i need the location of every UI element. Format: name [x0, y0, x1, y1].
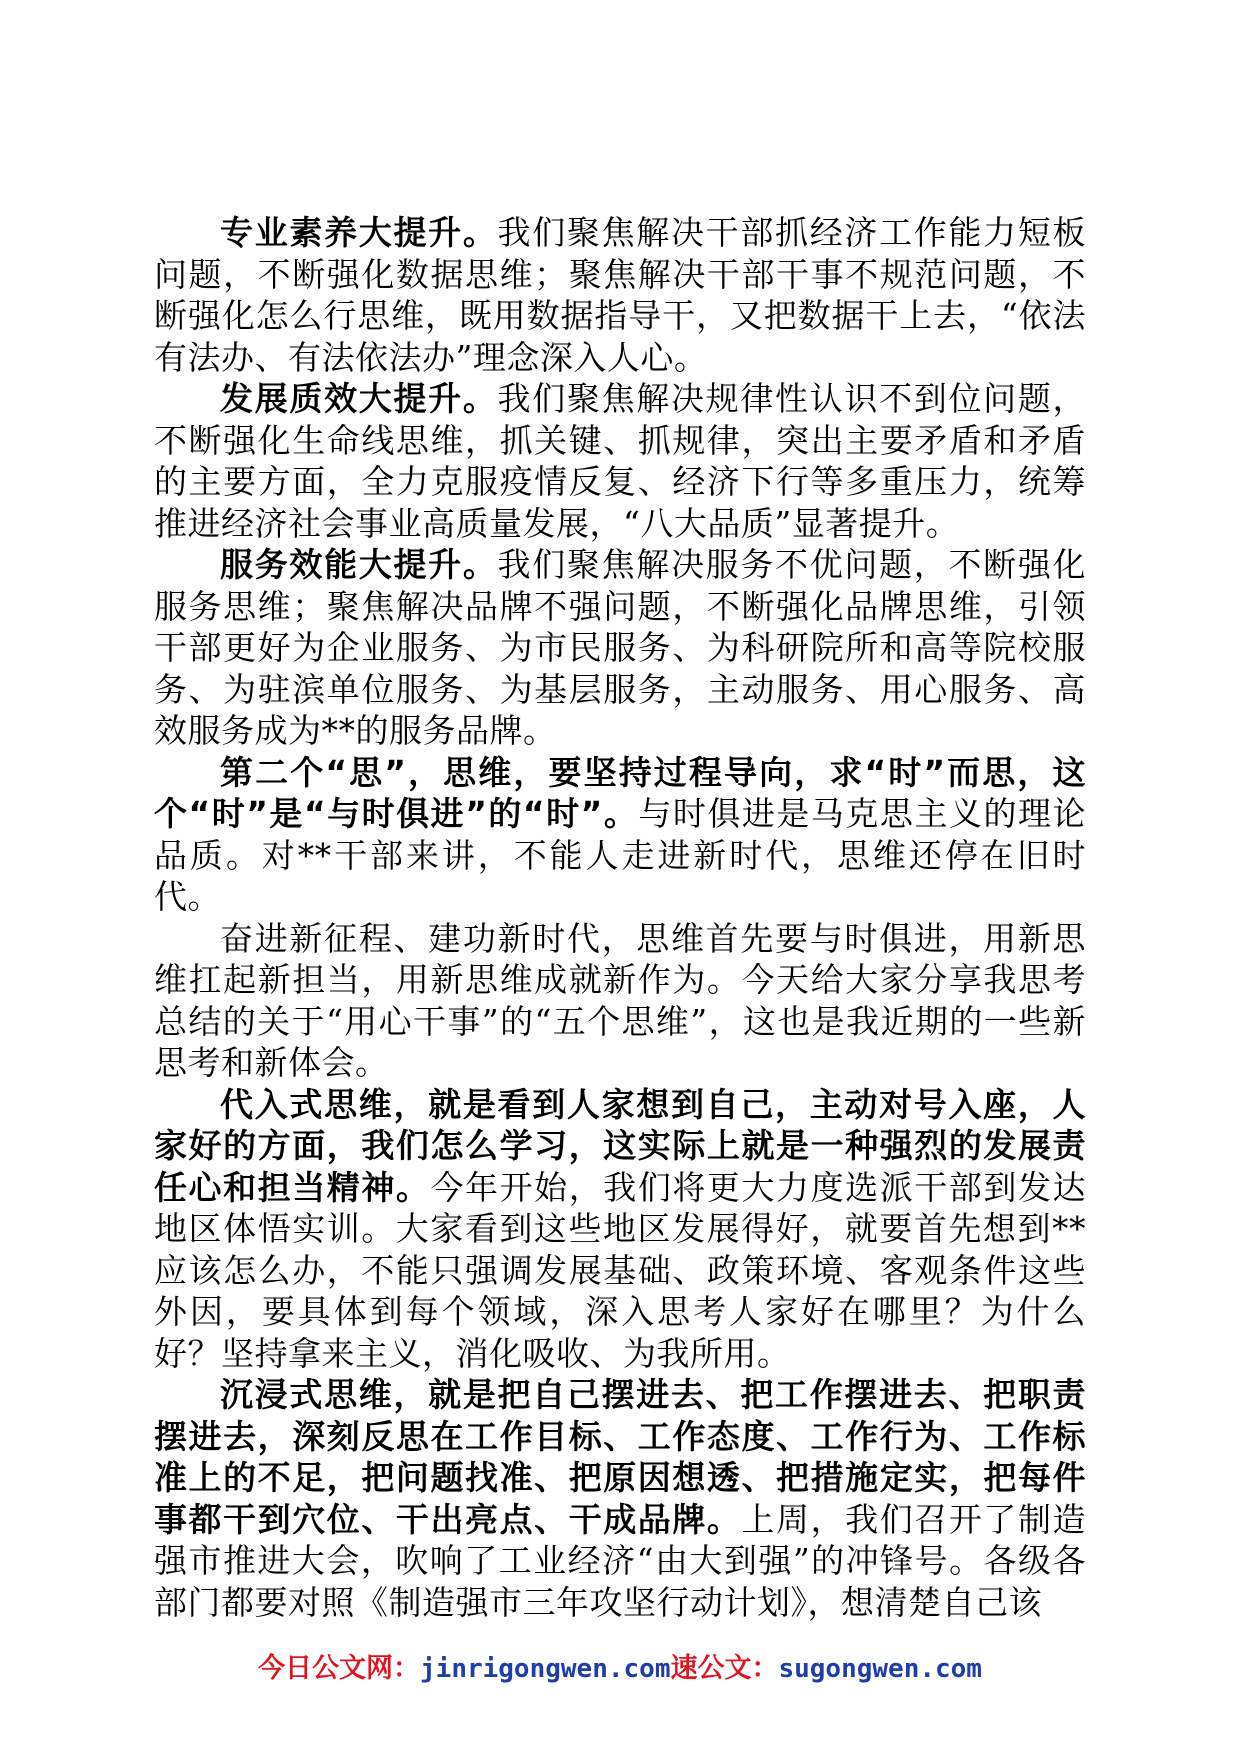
paragraph-text: 我们聚焦解决干部抓经济工作能力短板问题，不断强化数据思维；聚焦解决干部干事不规范问题，不断强化怎么行思维，既用数据指导干，又把数据干上去，“依法有法办、有法依法办”理念深入人心。	[154, 213, 1086, 377]
paragraph-text: 我们聚焦解决服务不优问题，不断强化服务思维；聚焦解决品牌不强问题，不断强化品牌思维，引领干部更好为企业服务、为市民服务、为科研院所和高等院校服务、为驻滨单位服务、为基层服务，主动服务、用心服务、高效服务成为**的服务品牌。	[154, 545, 1086, 750]
paragraph-substitution-thinking	[154, 1084, 1086, 1375]
document-body	[154, 212, 1086, 1623]
paragraph-development-quality	[154, 378, 1086, 544]
paragraph-text: 上周，我们召开了制造强市推进大会，吹响了工业经济“由大到强”的冲锋号。各级各部门都要对照《制造强市三年攻坚行动计划》，想清楚自己该	[154, 1499, 1087, 1622]
footer-site1-link[interactable]: jinrigongwen.com	[420, 1654, 671, 1684]
footer-site2-name: 速公文：	[670, 1653, 779, 1684]
paragraph-new-journey	[154, 918, 1086, 1084]
paragraph-service-efficiency	[154, 544, 1086, 752]
paragraph-lead: 发展质效大提升。	[220, 379, 498, 418]
paragraph-lead: 第二个“思”，思维，要坚持过程导向，求“时”而思，这个“时”是“与时俱进”的“时”。	[154, 752, 1086, 833]
footer-watermark	[0, 1646, 1240, 1685]
footer-site1-name: 今日公文网：	[258, 1653, 421, 1684]
paragraph-second-thinking	[154, 752, 1086, 918]
paragraph-lead: 服务效能大提升。	[220, 545, 498, 584]
paragraph-text: 我们聚焦解决规律性认识不到位问题，不断强化生命线思维，抓关键、抓规律，突出主要矛盾和矛盾的主要方面，全力克服疫情反复、经济下行等多重压力，统筹推进经济社会事业高质量发展，“八大品质”显著提升。	[154, 379, 1086, 543]
paragraph-professional-quality	[154, 212, 1086, 378]
paragraph-text: 奋进新征程、建功新时代，思维首先要与时俱进，用新思维扛起新担当，用新思维成就新作为。今天给大家分享我思考总结的关于“用心干事”的“五个思维”，这也是我近期的一些新思考和新体会。	[154, 918, 1086, 1082]
paragraph-lead: 沉浸式思维，就是把自己摆进去、把工作摆进去、把职责摆进去，深刻反思在工作目标、工作态度、工作行为、工作标准上的不足，把问题找准、把原因想透、把措施定实，把每件事都干到穴位、干出亮点、干成品牌。	[154, 1375, 1086, 1539]
paragraph-lead: 代入式思维，就是看到人家想到自己，主动对号入座，人家好的方面，我们怎么学习，这实际上就是一种强烈的发展责任心和担当精神。	[154, 1084, 1086, 1207]
paragraph-immersive-thinking	[154, 1374, 1086, 1623]
paragraph-text: 今年开始，我们将更大力度选派干部到发达地区体悟实训。大家看到这些地区发展得好，就要首先想到**应该怎么办，不能只强调发展基础、政策环境、客观条件这些外因，要具体到每个领域，深入思考人家好在哪里？为什么好？坚持拿来主义，消化吸收、为我所用。	[154, 1167, 1087, 1373]
paragraph-text: 与时俱进是马克思主义的理论品质。对**干部来讲，不能人走进新时代，思维还停在旧时代。	[154, 794, 1086, 916]
footer-site2-link[interactable]: sugongwen.com	[778, 1654, 982, 1684]
paragraph-lead: 专业素养大提升。	[220, 213, 498, 252]
